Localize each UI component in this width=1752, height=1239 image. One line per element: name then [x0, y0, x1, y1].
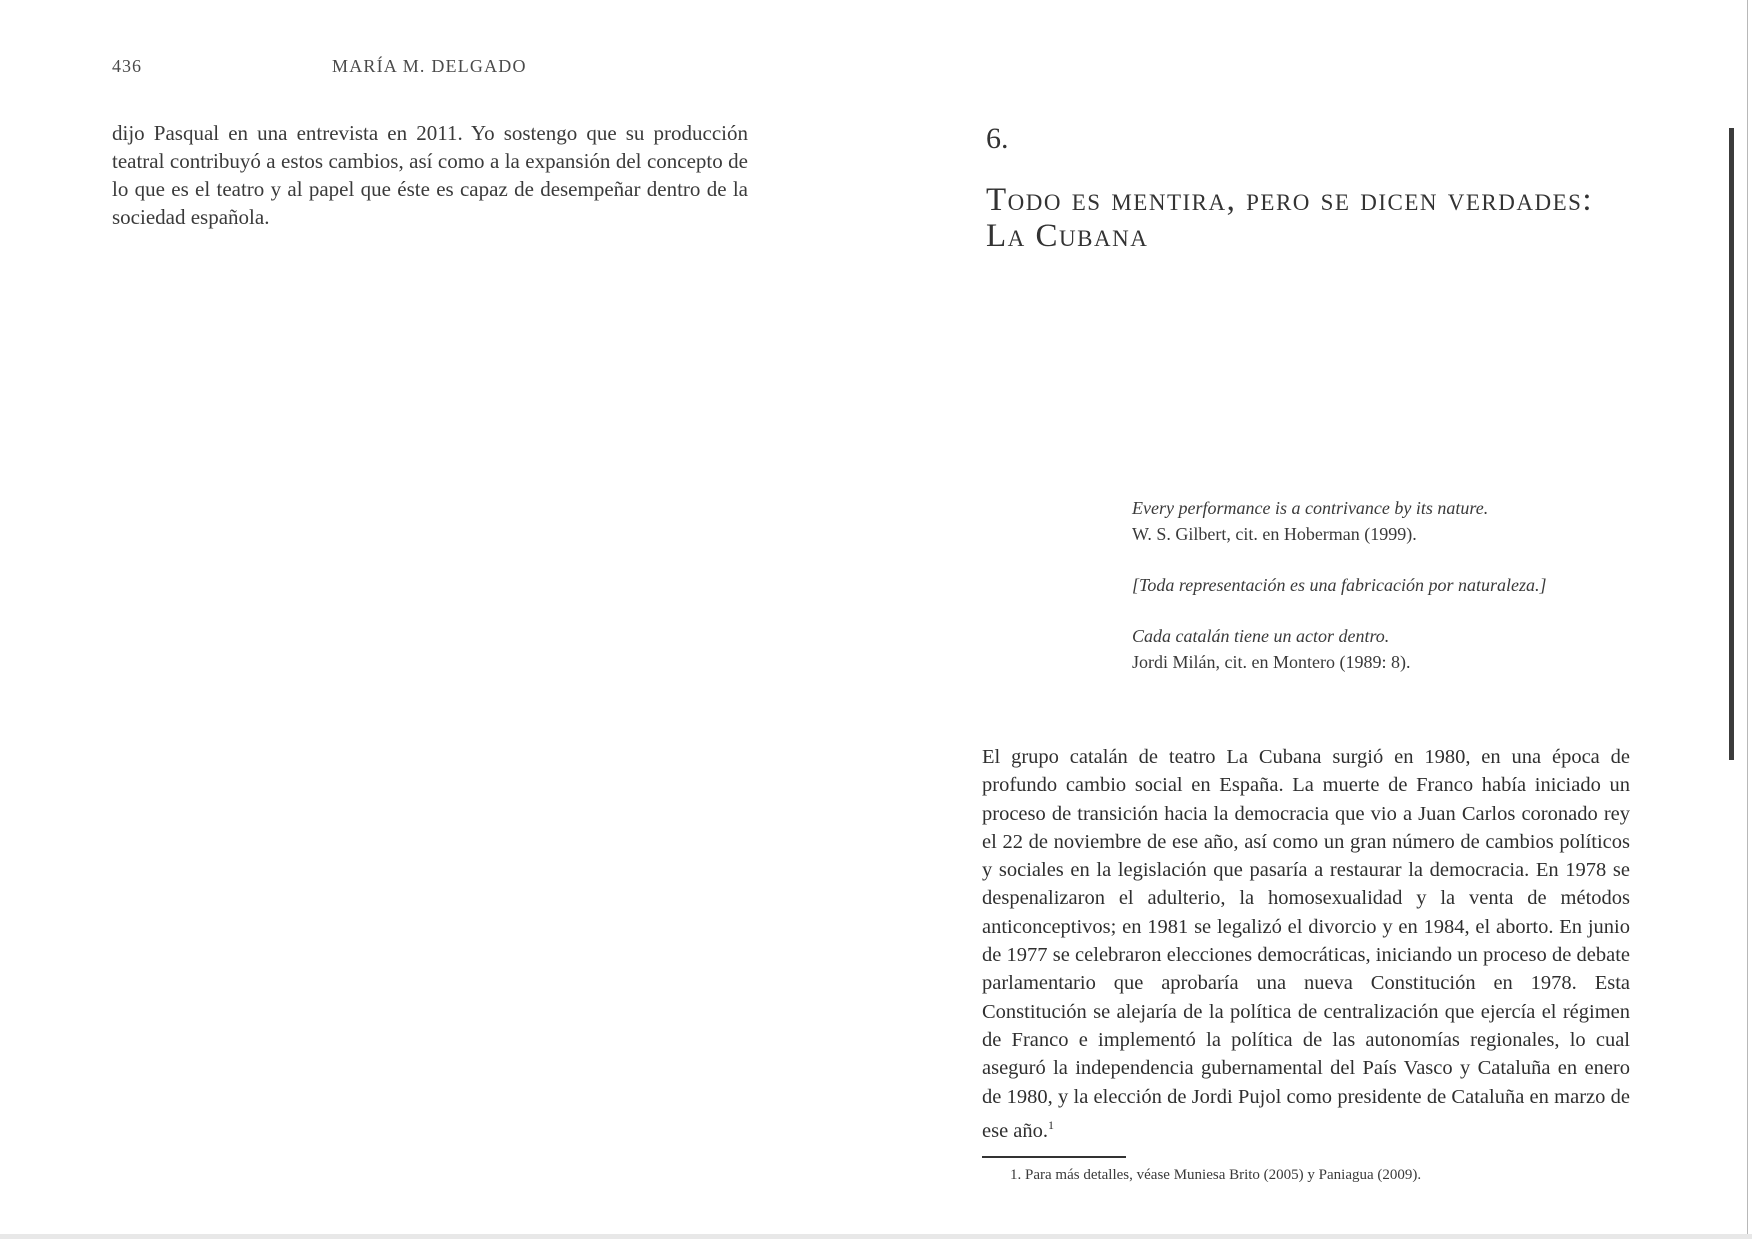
page-number: 436 [112, 56, 142, 76]
running-header [112, 56, 527, 77]
right-page [876, 0, 1752, 1239]
epigraph-source: W. S. Gilbert, cit. en Hoberman (1999). [1132, 524, 1417, 544]
epigraph [1132, 623, 1612, 675]
right-body-text [982, 743, 1630, 1145]
epigraph-quote: [Toda representación es una fabricación por naturaleza.] [1132, 575, 1547, 595]
left-body-text [112, 119, 748, 231]
scan-bottom-edge [0, 1234, 1752, 1239]
epigraph [1132, 572, 1612, 598]
running-head-author: MARÍA M. DELGADO [332, 56, 527, 76]
paragraph: dijo Pasqual en una entrevista en 2011. Yo sostengo que su producción teatral contribuyó a estos cambios, así como a la expansión del concepto de lo que es el teatro y al papel que éste es capaz de desempeñar dentro de la sociedad española. [112, 121, 748, 229]
epigraph-source: Jordi Milán, cit. en Montero (1989: 8). [1132, 652, 1411, 672]
footnote: 1. Para más detalles, véase Muniesa Brito (2005) y Paniagua (2009). [1010, 1167, 1422, 1183]
page-edge-line [1747, 0, 1748, 1239]
paragraph-text: El grupo catalán de teatro La Cubana surgió en 1980, en una época de profundo cambio social en España. La muerte de Franco había iniciado un proceso de transición hacia la democracia que vio a Juan Carlos coronado rey el 22 de noviembre de ese año, así como un gran número de cambios políticos y sociales en la legislación que pasaría a restaurar la democracia. En 1978 se despenalizaron el adulterio, la homosexualidad y la venta de métodos anticonceptivos; en 1981 se legalizó el divorcio y en 1984, el aborto. En junio de 1977 se celebraron elecciones democráticas, iniciando un proceso de debate parlamentario que aprobaría una nueva Constitución en 1978. Esta Constitución se alejaría de la política de centralización que ejercía el régimen de Franco e implementó la política de las autonomías regionales, lo cual aseguró la independencia gubernamental del País Vasco y Cataluña en enero de 1980, y la elección de Jordi Pujol como presidente de Cataluña en marzo de ese año. [982, 746, 1630, 1142]
book-spine-edge [1729, 128, 1734, 760]
chapter-title-line: La Cubana [986, 218, 1149, 254]
footnote-reference[interactable]: 1 [1048, 1117, 1055, 1132]
epigraph-quote: Cada catalán tiene un actor dentro. [1132, 626, 1390, 646]
epigraph-quote: Every performance is a contrivance by its nature. [1132, 498, 1489, 518]
epigraphs [1132, 495, 1612, 700]
paragraph [982, 743, 1630, 1145]
epigraph [1132, 495, 1612, 547]
chapter-title [986, 182, 1686, 254]
footnote-rule [982, 1156, 1126, 1158]
chapter-number: 6. [986, 122, 1009, 155]
chapter-title-line: Todo es mentira, pero se dicen verdades: [986, 182, 1594, 218]
